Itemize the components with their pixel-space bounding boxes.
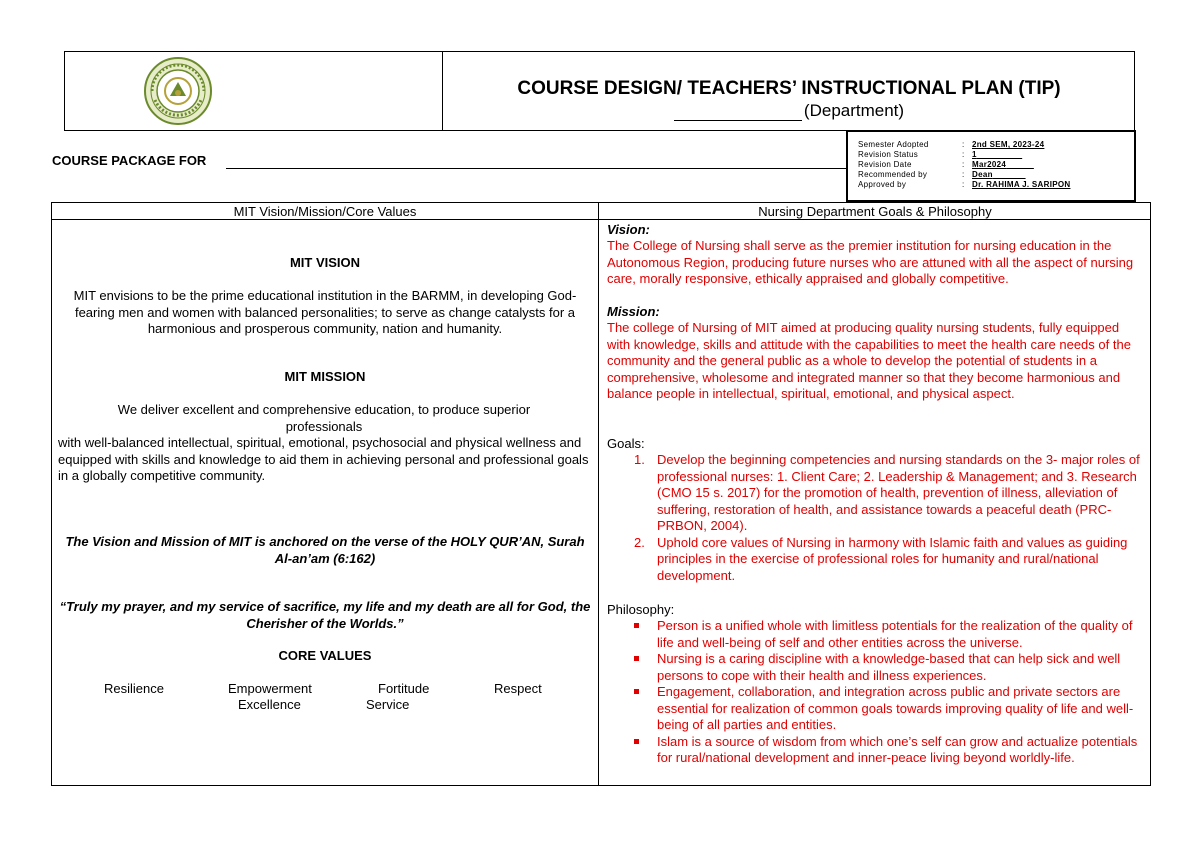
- core-value-item: Service: [366, 697, 410, 712]
- nursing-mission-text: The college of Nursing of MIT aimed at producing quality nursing students, fully equipped with knowledge, skills and attitude with the capabilities to meet the health care needs of the community and the general public as a whole to develop the potential of students in a comprehensive, wholesome and integrated manner so that they become harmonious and balance people in intellectual, spiritual, emotional, and physical aspect.: [607, 320, 1131, 401]
- philosophy-label: Philosophy:: [607, 602, 675, 617]
- revision-row: Revision Status : 1: [858, 150, 977, 159]
- department-line: [444, 101, 1134, 121]
- bullet-square-icon: [634, 623, 639, 628]
- department-blank[interactable]: [674, 104, 802, 121]
- bullet-square-icon: [634, 656, 639, 661]
- right-column-header: Nursing Department Goals & Philosophy: [758, 204, 992, 219]
- core-values-list: [58, 681, 592, 715]
- philosophy-item: Person is a unified whole with limitless potentials for the realization of the quality of life and well-being of self and other entities across the universe.: [607, 618, 1142, 651]
- department-label: (Department): [803, 101, 905, 120]
- core-values-title: CORE VALUES: [278, 648, 372, 663]
- anchor-statement: The Vision and Mission of MIT is anchored on the verse of the HOLY QUR’AN, Surah Al-an’am (6:162): [65, 534, 585, 566]
- core-value-item: Fortitude: [378, 681, 430, 696]
- nursing-mission-label: Mission:: [607, 304, 660, 319]
- nursing-vision-text: The College of Nursing shall serve as the premier institution for nursing education in the Autonomous Region, producing future nurses who are attuned with all the aspect of nursing care, morally responsive, ethically appraised and globally competitive.: [607, 238, 1134, 286]
- philosophy-list: [607, 618, 1142, 767]
- philosophy-item: Engagement, collaboration, and integration across public and private sectors are essential for realization of common goals towards improving quality of life and well-being of all parties and entities.: [607, 684, 1142, 734]
- course-package-blank[interactable]: [226, 168, 846, 169]
- philosophy-item: Islam is a source of wisdom from which one’s self can grow and actualize potentials for rural/national development and inner-peace living beyond worldly-life.: [607, 734, 1142, 767]
- core-value-item: Resilience: [104, 681, 164, 696]
- revision-row: Revision Date : Mar2024: [858, 160, 1007, 169]
- goal-item: 2. Uphold core values of Nursing in harmony with Islamic faith and values as guiding principles in the exercise of professional roles for humanity and rural/national development.: [634, 534, 1128, 583]
- mit-mission-text-continued: with well-balanced intellectual, spiritual, emotional, psychosocial and physical wellness and equipped with skills and knowledge to aid them in achieving personal and professional goals in a globally competitive community.: [58, 435, 589, 483]
- institution-seal-logo: [143, 56, 213, 126]
- core-value-item: Empowerment: [228, 681, 312, 696]
- course-package-label: COURSE PACKAGE FOR: [52, 153, 207, 168]
- left-column-header: MIT Vision/Mission/Core Values: [233, 204, 417, 219]
- philosophy-item: Nursing is a caring discipline with a knowledge-based that can help sick and well persons to cope with their health and illness experiences.: [607, 651, 1142, 684]
- mit-vision-title: MIT VISION: [289, 255, 361, 270]
- mit-mission-title: MIT MISSION: [284, 369, 366, 384]
- nursing-vision-label: Vision:: [607, 222, 650, 237]
- quran-quote: “Truly my prayer, and my service of sacrifice, my life and my death are all for God, the Cherisher of the Worlds.”: [59, 599, 591, 631]
- goals-list: [607, 452, 1142, 584]
- goals-label: Goals:: [607, 436, 645, 451]
- document-title: COURSE DESIGN/ TEACHERS’ INSTRUCTIONAL PLAN (TIP): [517, 78, 1061, 99]
- mit-mission-text: We deliver excellent and comprehensive education, to produce superior professionals: [117, 402, 531, 434]
- bullet-square-icon: [634, 689, 639, 694]
- bullet-square-icon: [634, 739, 639, 744]
- revision-row: Approved by : Dr. RAHIMA J. SARIPON: [858, 180, 1071, 189]
- revision-row: Recommended by : Dean: [858, 170, 993, 179]
- revision-box: [846, 130, 1136, 202]
- core-value-item: Respect: [494, 681, 542, 696]
- goal-item: 1. Develop the beginning competencies and nursing standards on the 3- major roles of professional nurses: 1. Client Care; 2. Leadership & Management; and 3. Research (CMO 15 s. 2017) for the promotion of health, prevention of illness, alleviation of suffering, restoration of health, and assistance towards a peaceful death (PRC-PRBON, 2004).: [634, 452, 1140, 533]
- core-value-item: Excellence: [238, 697, 301, 712]
- column-divider: [598, 202, 599, 786]
- revision-row: Semester Adopted : 2nd SEM, 2023-24: [858, 140, 1045, 149]
- header-divider: [442, 51, 443, 131]
- header-rule: [51, 219, 1151, 220]
- mit-vision-text: MIT envisions to be the prime educational institution in the BARMM, in developing God-fearing men and women with balanced personalities; to serve as change catalysts for a harmonious and prosperous community, nation and humanity.: [73, 288, 577, 336]
